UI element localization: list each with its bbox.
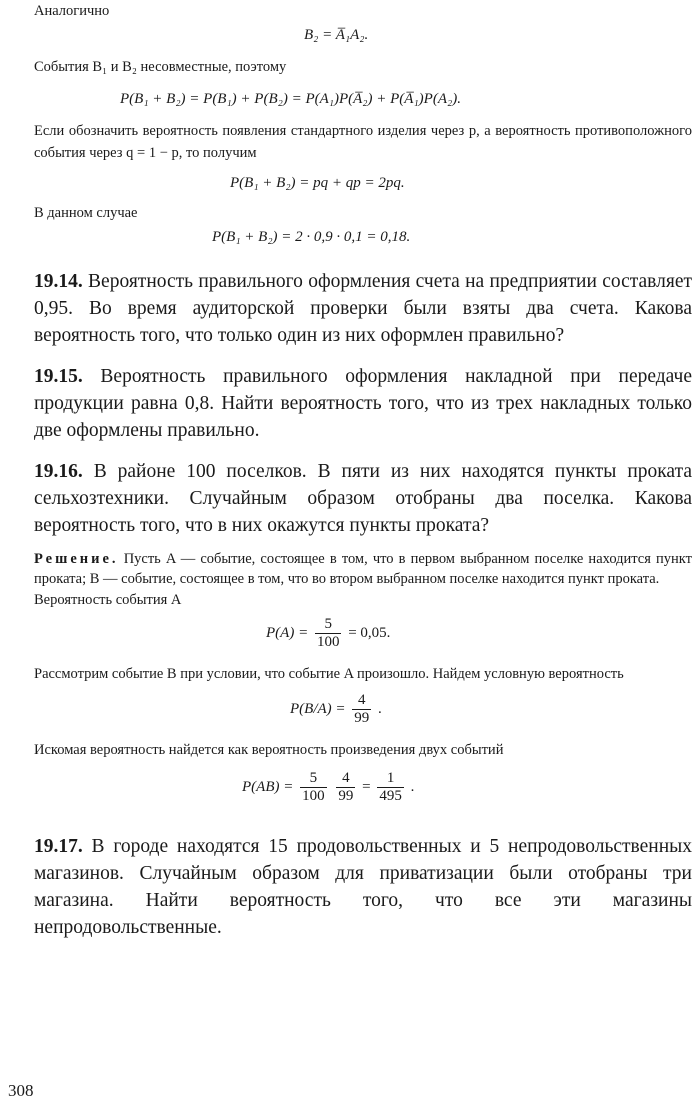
numerator: 4 bbox=[342, 770, 350, 787]
text-analogously: Аналогично bbox=[34, 3, 110, 19]
equation-2pq: P(B₁ + B₂) = pq + qp = 2pq. bbox=[230, 175, 405, 191]
fraction bbox=[352, 692, 371, 727]
problem-text: В городе находятся 15 продовольственных и 5 непродовольственных магазинов. Случайным образом для приватизации были отобраны три магазина. Найти вероятность того, что все эти магазины непродовольственные. bbox=[34, 836, 692, 938]
equation-pa bbox=[266, 613, 692, 653]
fraction bbox=[336, 770, 355, 805]
equation-pab bbox=[242, 767, 692, 807]
text-define-p-q: Если обозначить вероятность появления стандартного изделия через p, а вероятность противоположного события через q = 1 − p, то получим bbox=[34, 123, 692, 161]
text-events-incompatible: События B₁ и B₂ несовместные, поэтому bbox=[34, 59, 287, 75]
eq-right: = 0,05. bbox=[348, 625, 391, 641]
equation-b2: B₂ = A̅₁A₂. bbox=[304, 27, 369, 43]
solution-paragraph bbox=[34, 549, 692, 589]
equation-sum-rule: P(B₁ + B₂) = P(B₁) + P(B₂) = P(A₁)P(A̅₂) + P(A̅₁)P(A₂). bbox=[120, 91, 461, 107]
eq-left: P(AB) = bbox=[242, 779, 294, 795]
text-probability-a: Вероятность события A bbox=[34, 592, 182, 608]
fraction bbox=[377, 770, 404, 805]
denominator: 99 bbox=[354, 710, 370, 727]
solution-heading: Решение. bbox=[34, 551, 119, 567]
text-conditional: Рассмотрим событие B при условии, что событие A произошло. Найдем условную вероятность bbox=[34, 666, 624, 682]
eq-left: P(B/A) = bbox=[290, 701, 346, 717]
problem-number: 19.14. bbox=[34, 271, 83, 292]
eq-right: . bbox=[410, 779, 415, 795]
problem-text: Вероятность правильного оформления накладной при передаче продукции равна 0,8. Найти вероятность того, что из трех накладных только две оформлены правильно. bbox=[34, 366, 693, 441]
problem-19-16 bbox=[34, 458, 692, 539]
equals-sign: = bbox=[362, 779, 371, 795]
denominator: 495 bbox=[379, 788, 402, 805]
fraction bbox=[315, 616, 342, 651]
text-product: Искомая вероятность найдется как вероятность произведения двух событий bbox=[34, 742, 504, 758]
page-number: 308 bbox=[8, 1081, 34, 1100]
problem-19-15 bbox=[34, 363, 692, 444]
denominator: 100 bbox=[302, 788, 325, 805]
problem-number: 19.15. bbox=[34, 366, 83, 387]
problem-number: 19.16. bbox=[34, 461, 83, 482]
eq-left: P(A) = bbox=[266, 625, 309, 641]
numerator: 1 bbox=[386, 770, 395, 787]
numerator: 5 bbox=[324, 616, 332, 633]
denominator: 100 bbox=[316, 634, 340, 651]
equation-numeric: P(B₁ + B₂) = 2 · 0,9 · 0,1 = 0,18. bbox=[212, 229, 411, 245]
equation-pba bbox=[290, 689, 692, 729]
problem-19-14 bbox=[34, 268, 692, 349]
problem-19-17 bbox=[34, 833, 692, 941]
problem-text: В районе 100 поселков. В пяти из них находятся пункты проката сельхозтехники. Случайным образом отобраны два поселка. Какова вероятность того, что в них окажутся пункты проката? bbox=[34, 461, 692, 536]
problem-text: Вероятность правильного оформления счета на предприятии составляет 0,95. Во время аудиторской проверки были взяты два счета. Какова вероятность того, что только один из них оформлен правильно? bbox=[34, 271, 693, 346]
numerator: 5 bbox=[309, 770, 318, 787]
text-in-this-case: В данном случае bbox=[34, 205, 138, 221]
denominator: 99 bbox=[338, 788, 354, 805]
problem-number: 19.17. bbox=[34, 836, 83, 857]
numerator: 4 bbox=[358, 692, 366, 709]
fraction bbox=[300, 770, 327, 805]
eq-right: . bbox=[378, 701, 382, 717]
solution-text: Пусть A — событие, состоящее в том, что в первом выбранном поселке находится пункт проката; B — событие, состоящее в том, что во втором выбранном поселке находится пункт проката. bbox=[34, 551, 692, 587]
